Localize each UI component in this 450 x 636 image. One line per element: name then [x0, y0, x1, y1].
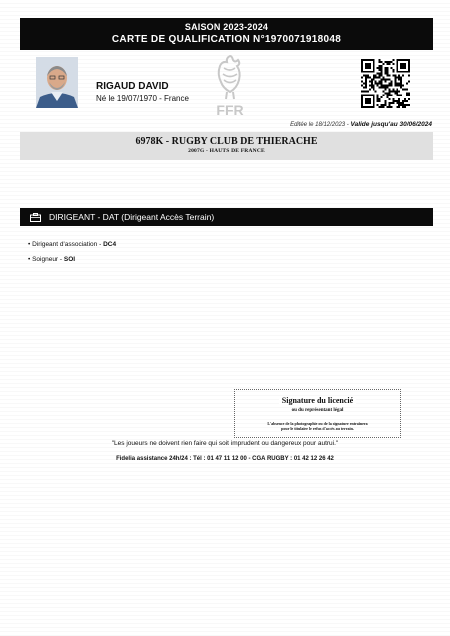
signature-note-line: pour le titulaire le refus d'accès au terrain.: [281, 426, 354, 431]
club-band: [20, 132, 433, 160]
club-region: 2007G - HAUTS DE FRANCE: [188, 148, 265, 154]
role-band: [20, 208, 433, 226]
list-item: [28, 256, 116, 263]
signature-subtitle: ou du représentant légal: [291, 408, 344, 413]
licensee-name: RIGAUD DAVID: [96, 81, 169, 92]
assistance-line: Fidelia assistance 24h/24 : Tél : 01 47 11 12 00 - CGA RUGBY : 01 42 12 26 42: [116, 456, 334, 462]
license-photo: [36, 57, 78, 108]
birth-info: Né le 19/07/1970 - France: [96, 94, 189, 103]
card-number: CARTE DE QUALIFICATION N°1970071918048: [111, 34, 342, 45]
function-code: SOI: [63, 256, 76, 263]
signature-note: [235, 421, 400, 431]
edition-date: Editée le 18/12/2023 -: [290, 122, 351, 128]
function-code: DC4: [103, 241, 117, 248]
briefcase-icon: [30, 213, 41, 222]
season-label: SAISON 2023-2024: [184, 22, 269, 32]
valid-until: Valide jusqu'au 30/06/2024: [350, 121, 432, 128]
edition-info: [290, 121, 432, 128]
card-header: [20, 18, 433, 50]
function-label: • Dirigeant d'association -: [28, 241, 104, 248]
role-title: DIRIGEANT - DAT (Dirigeant Accès Terrain): [49, 212, 215, 222]
qr-code: [361, 59, 410, 108]
list-item: [28, 241, 116, 248]
signature-note-line: L'absence de la photographie ou de la signature entraînera: [267, 421, 368, 426]
function-list: [28, 241, 116, 271]
function-label: • Soigneur -: [28, 256, 64, 263]
ffr-logo-text: FFR: [216, 102, 244, 118]
signature-title: Signature du licencié: [279, 396, 356, 405]
club-name: 6978K - RUGBY CLUB DE THIERACHE: [135, 136, 318, 147]
rules-quote: "Les joueurs ne doivent rien faire qui soit imprudent ou dangereux pour autrui.": [111, 440, 339, 447]
signature-box: [234, 389, 401, 438]
ffr-logo: [207, 52, 253, 118]
